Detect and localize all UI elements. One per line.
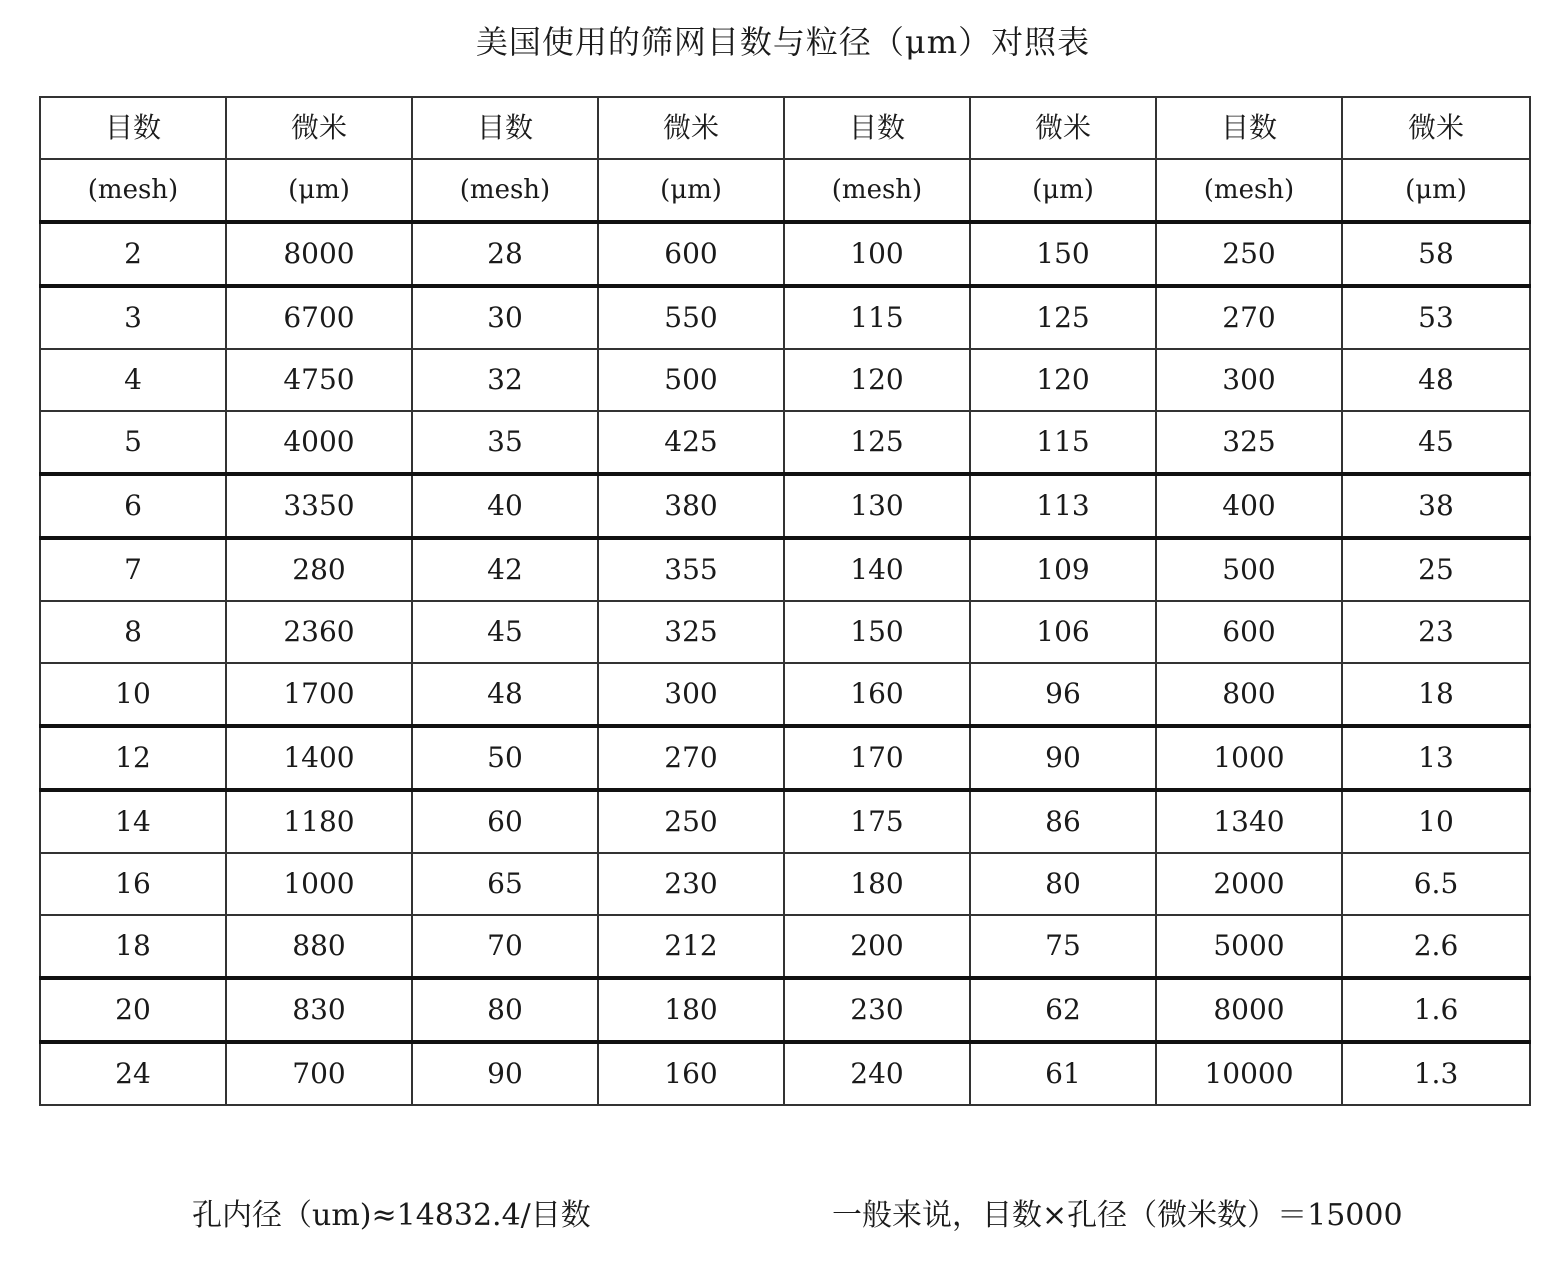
table-row	[40, 411, 1530, 474]
header-row	[40, 97, 1530, 159]
micron-cell: 4750	[226, 349, 412, 411]
mesh-cell: 500	[1156, 538, 1342, 601]
mesh-cell: 120	[784, 349, 970, 411]
micron-cell: 1180	[226, 790, 412, 853]
micron-cell: 355	[598, 538, 784, 601]
micron-cell: 23	[1342, 601, 1530, 663]
column-header: 微米	[970, 97, 1156, 159]
micron-cell: 86	[970, 790, 1156, 853]
mesh-cell: 28	[412, 222, 598, 286]
mesh-cell: 8	[40, 601, 226, 663]
micron-cell: 120	[970, 349, 1156, 411]
mesh-cell: 150	[784, 601, 970, 663]
mesh-cell: 20	[40, 978, 226, 1042]
micron-cell: 6700	[226, 286, 412, 349]
mesh-cell: 30	[412, 286, 598, 349]
micron-cell: 880	[226, 915, 412, 978]
micron-cell: 270	[598, 726, 784, 790]
mesh-cell: 140	[784, 538, 970, 601]
column-header: 目数	[412, 97, 598, 159]
formula-mesh-product: 一般来说，目数×孔径（微米数）＝15000	[832, 1198, 1403, 1233]
column-header: 目数	[1156, 97, 1342, 159]
micron-cell: 113	[970, 474, 1156, 538]
micron-cell: 180	[598, 978, 784, 1042]
mesh-cell: 12	[40, 726, 226, 790]
mesh-micron-table	[39, 96, 1531, 1106]
mesh-cell: 170	[784, 726, 970, 790]
mesh-cell: 18	[40, 915, 226, 978]
micron-cell: 325	[598, 601, 784, 663]
table-row	[40, 601, 1530, 663]
mesh-cell: 230	[784, 978, 970, 1042]
micron-cell: 1000	[226, 853, 412, 915]
micron-cell: 2.6	[1342, 915, 1530, 978]
micron-cell: 106	[970, 601, 1156, 663]
mesh-cell: 100	[784, 222, 970, 286]
column-unit: (μm)	[970, 159, 1156, 222]
column-header: 目数	[40, 97, 226, 159]
table-row	[40, 286, 1530, 349]
mesh-cell: 16	[40, 853, 226, 915]
micron-cell: 550	[598, 286, 784, 349]
micron-cell: 38	[1342, 474, 1530, 538]
mesh-cell: 160	[784, 663, 970, 726]
micron-cell: 62	[970, 978, 1156, 1042]
mesh-cell: 60	[412, 790, 598, 853]
mesh-cell: 42	[412, 538, 598, 601]
micron-cell: 90	[970, 726, 1156, 790]
mesh-cell: 8000	[1156, 978, 1342, 1042]
mesh-cell: 1000	[1156, 726, 1342, 790]
mesh-cell: 65	[412, 853, 598, 915]
micron-cell: 53	[1342, 286, 1530, 349]
mesh-cell: 800	[1156, 663, 1342, 726]
micron-cell: 6.5	[1342, 853, 1530, 915]
mesh-cell: 270	[1156, 286, 1342, 349]
micron-cell: 8000	[226, 222, 412, 286]
column-header: 微米	[226, 97, 412, 159]
table-row	[40, 853, 1530, 915]
column-unit: (μm)	[598, 159, 784, 222]
micron-cell: 500	[598, 349, 784, 411]
mesh-cell: 90	[412, 1042, 598, 1105]
micron-cell: 10	[1342, 790, 1530, 853]
mesh-cell: 40	[412, 474, 598, 538]
mesh-cell: 48	[412, 663, 598, 726]
column-unit: (mesh)	[412, 159, 598, 222]
mesh-cell: 240	[784, 1042, 970, 1105]
mesh-cell: 130	[784, 474, 970, 538]
micron-cell: 425	[598, 411, 784, 474]
mesh-cell: 600	[1156, 601, 1342, 663]
mesh-cell: 325	[1156, 411, 1342, 474]
mesh-cell: 3	[40, 286, 226, 349]
mesh-cell: 80	[412, 978, 598, 1042]
micron-cell: 3350	[226, 474, 412, 538]
mesh-cell: 10000	[1156, 1042, 1342, 1105]
micron-cell: 600	[598, 222, 784, 286]
mesh-cell: 7	[40, 538, 226, 601]
mesh-cell: 2000	[1156, 853, 1342, 915]
unit-row	[40, 159, 1530, 222]
micron-cell: 48	[1342, 349, 1530, 411]
table-row	[40, 1042, 1530, 1105]
table-row	[40, 538, 1530, 601]
micron-cell: 125	[970, 286, 1156, 349]
mesh-cell: 32	[412, 349, 598, 411]
mesh-cell: 1340	[1156, 790, 1342, 853]
mesh-cell: 4	[40, 349, 226, 411]
micron-cell: 250	[598, 790, 784, 853]
table-row	[40, 790, 1530, 853]
mesh-cell: 5000	[1156, 915, 1342, 978]
micron-cell: 160	[598, 1042, 784, 1105]
micron-cell: 58	[1342, 222, 1530, 286]
micron-cell: 830	[226, 978, 412, 1042]
table-row	[40, 222, 1530, 286]
column-unit: (mesh)	[40, 159, 226, 222]
micron-cell: 700	[226, 1042, 412, 1105]
micron-cell: 280	[226, 538, 412, 601]
column-header: 微米	[1342, 97, 1530, 159]
mesh-cell: 400	[1156, 474, 1342, 538]
table-row	[40, 726, 1530, 790]
mesh-cell: 14	[40, 790, 226, 853]
column-header: 目数	[784, 97, 970, 159]
mesh-cell: 5	[40, 411, 226, 474]
micron-cell: 300	[598, 663, 784, 726]
micron-cell: 212	[598, 915, 784, 978]
micron-cell: 96	[970, 663, 1156, 726]
micron-cell: 2360	[226, 601, 412, 663]
table-row	[40, 474, 1530, 538]
micron-cell: 80	[970, 853, 1156, 915]
mesh-cell: 180	[784, 853, 970, 915]
mesh-cell: 24	[40, 1042, 226, 1105]
column-unit: (μm)	[1342, 159, 1530, 222]
column-unit: (mesh)	[1156, 159, 1342, 222]
table-row	[40, 349, 1530, 411]
micron-cell: 1.6	[1342, 978, 1530, 1042]
micron-cell: 13	[1342, 726, 1530, 790]
column-unit: (μm)	[226, 159, 412, 222]
mesh-cell: 300	[1156, 349, 1342, 411]
micron-cell: 45	[1342, 411, 1530, 474]
mesh-cell: 125	[784, 411, 970, 474]
mesh-cell: 250	[1156, 222, 1342, 286]
page-title: 美国使用的筛网目数与粒径（μm）对照表	[475, 23, 1091, 61]
micron-cell: 75	[970, 915, 1156, 978]
micron-cell: 115	[970, 411, 1156, 474]
micron-cell: 18	[1342, 663, 1530, 726]
mesh-cell: 6	[40, 474, 226, 538]
micron-cell: 1400	[226, 726, 412, 790]
formula-inner-diameter: 孔内径（um)≈14832.4/目数	[192, 1198, 591, 1233]
mesh-cell: 70	[412, 915, 598, 978]
micron-cell: 380	[598, 474, 784, 538]
mesh-cell: 50	[412, 726, 598, 790]
mesh-cell: 2	[40, 222, 226, 286]
table-row	[40, 663, 1530, 726]
mesh-cell: 35	[412, 411, 598, 474]
mesh-cell: 200	[784, 915, 970, 978]
mesh-cell: 10	[40, 663, 226, 726]
micron-cell: 109	[970, 538, 1156, 601]
micron-cell: 150	[970, 222, 1156, 286]
table-row	[40, 978, 1530, 1042]
column-header: 微米	[598, 97, 784, 159]
mesh-cell: 115	[784, 286, 970, 349]
micron-cell: 61	[970, 1042, 1156, 1105]
table-body	[40, 222, 1530, 1105]
micron-cell: 230	[598, 853, 784, 915]
column-unit: (mesh)	[784, 159, 970, 222]
mesh-cell: 45	[412, 601, 598, 663]
table-row	[40, 915, 1530, 978]
mesh-cell: 175	[784, 790, 970, 853]
micron-cell: 1700	[226, 663, 412, 726]
micron-cell: 25	[1342, 538, 1530, 601]
micron-cell: 1.3	[1342, 1042, 1530, 1105]
micron-cell: 4000	[226, 411, 412, 474]
